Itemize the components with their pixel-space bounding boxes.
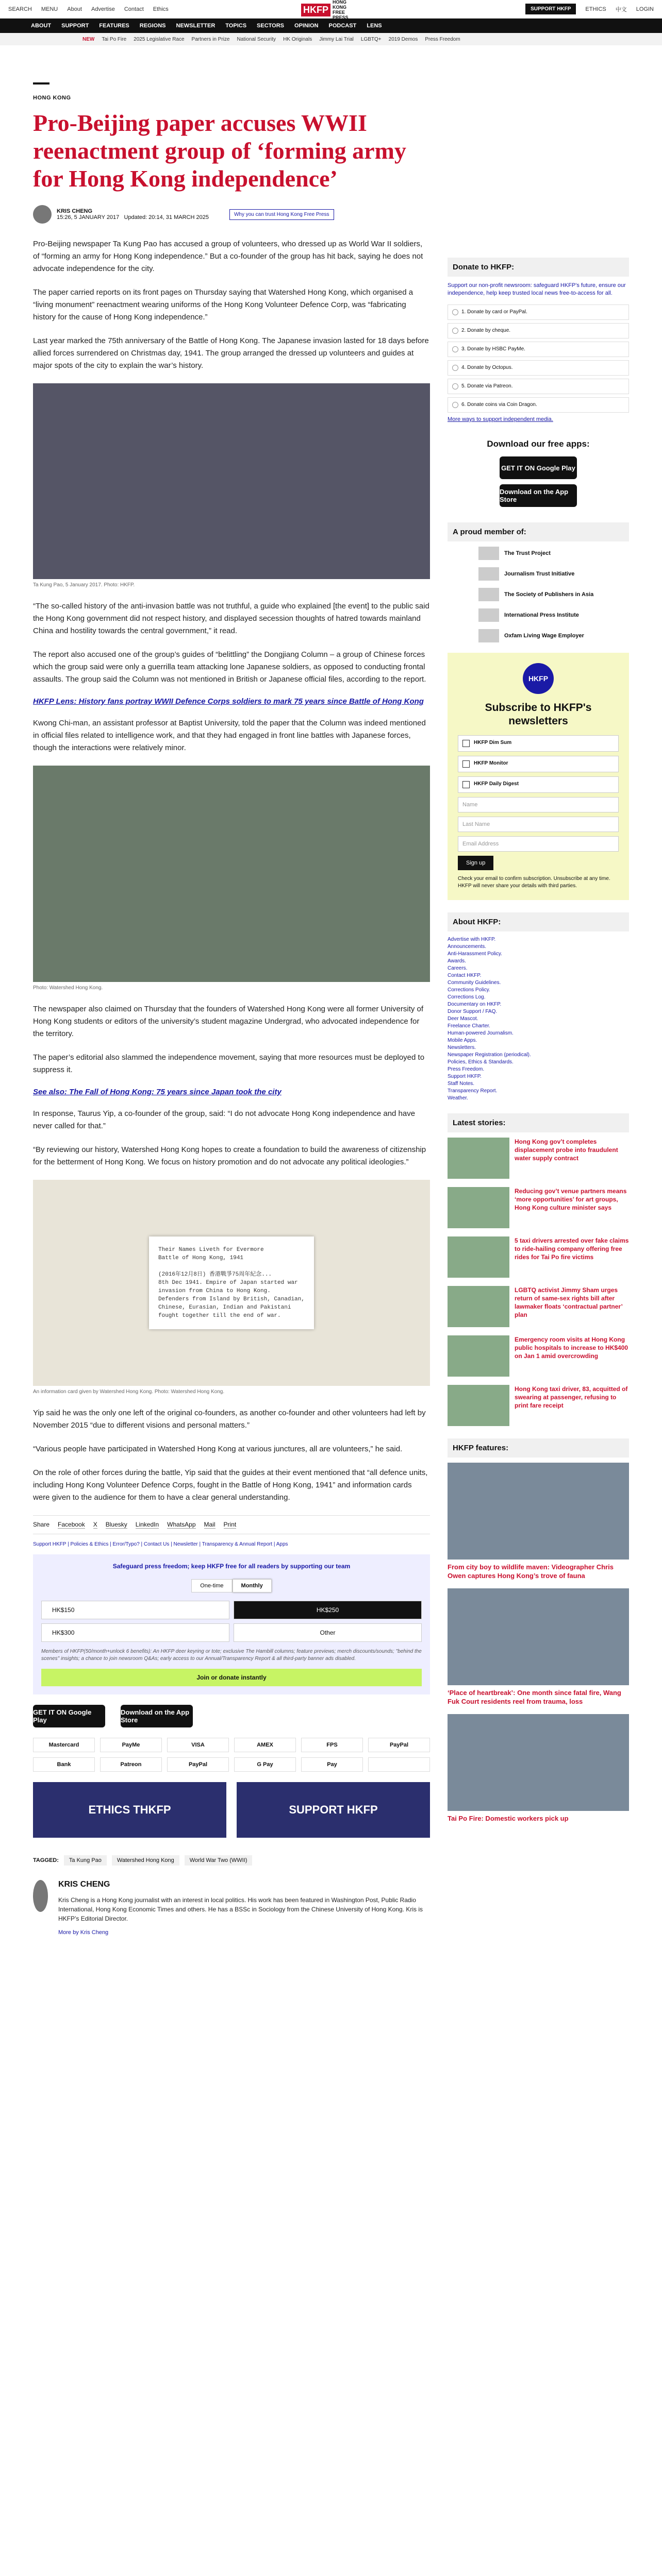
payment-logos: [33, 1738, 430, 1772]
paragraph: “The so-called history of the anti-invasion battle was not truthful, a guide who explained [the event] to the public said the Hong Kong government did not respect history, and displayed secession thoughts of hatred towards mainland China and hostility towards the central government,” it read.: [33, 602, 429, 635]
payment-logo[interactable]: Mastercard: [33, 1738, 95, 1752]
nav-item[interactable]: ABOUT: [31, 23, 52, 29]
about-link[interactable]: Corrections Policy.: [448, 987, 490, 993]
about-link[interactable]: Contact HKFP.: [448, 973, 482, 978]
membership-note: Members of HKFP(50/month+unlock 6 benefits): An HKFP deer keyring or tote; exclusive The Hambill columns; feature previews; merch discounts/sounds; "behind the scenes" insights; a chance to join newsroom Q&As; early access to our Annual/Transparency Report & all third-party banner ads disabled.: [41, 1649, 422, 1662]
article: [33, 82, 430, 1936]
member-logo: [478, 547, 499, 560]
author-avatar: [33, 1880, 48, 1912]
menu-button[interactable]: MENU: [41, 6, 58, 12]
photo-caption: An information card given by Watershed Hong Kong. Photo: Watershed Hong Kong.: [33, 1389, 225, 1395]
newsletter-option: HKFP Daily Digest: [474, 781, 519, 787]
footer-links[interactable]: Support HKFP | Policies & Ethics | Error/Typo? | Contact Us | Newsletter | Transparency & Annual Report | Apps: [33, 1541, 288, 1547]
member-name[interactable]: The Society of Publishers in Asia: [504, 591, 594, 598]
about-link[interactable]: Documentary on HKFP.: [448, 1002, 502, 1007]
feature-item[interactable]: [448, 1588, 629, 1706]
share-whatsapp[interactable]: WhatsApp: [167, 1521, 196, 1528]
latest-heading: Latest stories:: [448, 1113, 629, 1132]
signup-button[interactable]: Sign up: [458, 856, 493, 870]
info-card: Their Names Liveth for Evermore Battle of Hong Kong, 1941 (2016年12月8日) 香港戰爭75周年紀念... 8th Dec 1941. Empire of Japan started war invasion from China to Hong Kong. Defenders from Island by British, Canadian, Chinese, Eurasian, Indian and Pakistani fought together till the end of war.: [149, 1236, 314, 1329]
story-item[interactable]: [448, 1187, 629, 1228]
subnav-item[interactable]: LGBTQ+: [360, 36, 382, 42]
about-heading: About HKFP:: [448, 912, 629, 931]
newsletter-option: HKFP Monitor: [474, 760, 508, 766]
paragraph: In response, Taurus Yip, a co-founder of the group, said: “I do not advocate Hong Kong independence and have never called for that.”: [33, 1109, 416, 1130]
member-name[interactable]: The Trust Project: [504, 550, 551, 556]
subnav-item[interactable]: HK Originals: [283, 36, 312, 42]
share-label: Share: [33, 1521, 50, 1528]
story-thumbnail: [448, 1385, 509, 1426]
about-link[interactable]: Staff Notes.: [448, 1081, 475, 1087]
story-title[interactable]: LGBTQ activist Jimmy Sham urges return of same-sex rights bill after lawmaker floats ‘contractual partner’ plan: [515, 1286, 623, 1318]
info-card-photo: [33, 1180, 430, 1386]
nav-item[interactable]: NEWSLETTER: [176, 23, 216, 29]
about-link[interactable]: Press Freedom.: [448, 1066, 485, 1072]
amount-option[interactable]: HK$150: [41, 1601, 229, 1619]
newsletter-title: Subscribe to HKFP's newsletters: [485, 702, 592, 727]
payment-logo[interactable]: PayPal: [167, 1757, 229, 1772]
see-also-link[interactable]: HKFP Lens: History fans portray WWII Defence Corps soldiers to mark 75 years since Battle of Hong Kong: [33, 697, 424, 706]
about-link[interactable]: Awards.: [448, 958, 466, 964]
member-logo: [478, 588, 499, 601]
story-thumbnail: [448, 1138, 509, 1179]
main-nav: [0, 19, 662, 33]
author-box: [33, 1880, 430, 1936]
about-link[interactable]: Advertise with HKFP.: [448, 937, 496, 942]
share-mail[interactable]: Mail: [204, 1521, 216, 1528]
about-link[interactable]: Deer Mascot.: [448, 1016, 478, 1022]
story-item[interactable]: [448, 1335, 629, 1377]
donate-option[interactable]: 6. Donate coins via Coin Dragon.: [448, 397, 629, 413]
member-name[interactable]: Oxfam Living Wage Employer: [504, 633, 584, 639]
new-label: NEW: [82, 36, 95, 42]
about-link[interactable]: Mobile Apps.: [448, 1038, 477, 1043]
checkbox[interactable]: [462, 740, 470, 747]
language-link[interactable]: 中文: [615, 6, 627, 13]
author-bio: Kris Cheng is a Hong Kong journalist with an interest in local politics. His work has been featured in Washington Post, Public Radio International, Hong Kong Economic Times and others. He has a BSSc in Sociology from the Chinese University of Hong Kong. Kris is HKFP’s Editorial Director.: [58, 1896, 423, 1922]
donate-option[interactable]: 2. Donate by cheque.: [448, 323, 629, 338]
member-logo: [478, 567, 499, 581]
about-link[interactable]: Announcements.: [448, 944, 487, 950]
story-title[interactable]: Emergency room visits at Hong Kong public hospitals to increase to HK$400 on Jan 1 amid overcrowding: [515, 1336, 628, 1360]
ethics-link[interactable]: Ethics: [153, 6, 169, 12]
search-button[interactable]: SEARCH: [8, 6, 32, 12]
support-promo[interactable]: SUPPORT HKFP: [237, 1782, 430, 1838]
member-heading: A proud member of:: [448, 522, 629, 541]
subnav-item[interactable]: National Security: [237, 36, 276, 42]
google-play-badge[interactable]: GET IT ON Google Play: [33, 1705, 105, 1727]
subnav-item[interactable]: Tai Po Fire: [102, 36, 127, 42]
newsletter-option: HKFP Dim Sum: [474, 740, 512, 745]
about-list: [448, 937, 629, 1101]
tag-list: [33, 1855, 430, 1866]
sidebar: [448, 258, 629, 1831]
donate-box: [33, 1554, 430, 1694]
tag[interactable]: Watershed Hong Kong: [112, 1855, 179, 1866]
about-link[interactable]: Newspaper Registration (periodical).: [448, 1052, 531, 1058]
story-title[interactable]: Hong Kong gov’t completes displacement probe into fraudulent water supply contract: [515, 1138, 618, 1162]
logo-mark: HKFP: [301, 4, 330, 16]
publish-date: 15:26, 5 JANUARY 2017: [57, 214, 120, 221]
paragraph: Last year marked the 75th anniversary of the Battle of Hong Kong. The Japanese invasion lasted for 18 days before allied forces surrendered on Christmas day, 1941. The group arranged the dressed up volunteers and guides at major spots of the city to explain the war’s history.: [33, 336, 429, 370]
feature-image: [448, 1588, 629, 1685]
features-heading: HKFP features:: [448, 1438, 629, 1458]
byline: [33, 205, 430, 224]
subnav-item[interactable]: 2019 Demos: [388, 36, 418, 42]
share-x[interactable]: X: [93, 1521, 97, 1528]
member-name[interactable]: Journalism Trust Initiative: [504, 571, 575, 577]
story-thumbnail: [448, 1236, 509, 1278]
donate-heading: Donate to HKFP:: [448, 258, 629, 277]
author-box-name[interactable]: KRIS CHENG: [58, 1880, 110, 1889]
share-linkedin[interactable]: LinkedIn: [135, 1521, 159, 1528]
reenactment-photo: [33, 766, 430, 982]
nav-item[interactable]: PODCAST: [328, 23, 357, 29]
email-field[interactable]: Email Address: [458, 836, 619, 852]
nav-item[interactable]: SUPPORT: [61, 23, 89, 29]
about-link[interactable]: Policies, Ethics & Standards.: [448, 1059, 514, 1065]
newsletter-box: [448, 653, 629, 900]
newspaper-photo: [33, 383, 430, 579]
member-logo: [478, 608, 499, 622]
payment-logo[interactable]: FPS: [301, 1738, 363, 1752]
story-item[interactable]: [448, 1385, 629, 1426]
last-name-field[interactable]: Last Name: [458, 817, 619, 832]
name-field[interactable]: Name: [458, 797, 619, 812]
paragraph: The newspaper also claimed on Thursday that the founders of Watershed Hong Kong were all former University of Hong Kong students or editors of the university’s student magazine Undergrad, who advocated independence for the territory.: [33, 1005, 424, 1038]
subnav-item[interactable]: Jimmy Lai Trial: [319, 36, 354, 42]
paragraph: Pro-Beijing newspaper Ta Kung Pao has accused a group of volunteers, who dressed up as World War II soldiers, of “forming an army for Hong Kong independence.” But a co-founder of the group has hit back, saying he does not advocate independence for the city.: [33, 240, 423, 273]
join-button[interactable]: Join or donate instantly: [41, 1669, 422, 1686]
see-also-link[interactable]: See also: The Fall of Hong Kong: 75 years since Japan took the city: [33, 1088, 282, 1096]
nav-item[interactable]: TOPICS: [225, 23, 247, 29]
member-name[interactable]: International Press Institute: [504, 612, 579, 618]
share-facebook[interactable]: Facebook: [58, 1521, 85, 1528]
story-thumbnail: [448, 1187, 509, 1228]
paragraph: The paper’s editorial also slammed the independence movement, saying that more resources must be deployed to suppress it.: [33, 1053, 425, 1074]
tag[interactable]: World War Two (WWII): [185, 1855, 253, 1866]
login-link[interactable]: LOGIN: [636, 6, 654, 12]
advertise-link[interactable]: Advertise: [91, 6, 115, 12]
paragraph: The paper carried reports on its front pages on Thursday saying that Watershed Hong Kong, which organised a “living monument” reenactment wearing uniforms of the Hong Kong Volunteer Defence Corp, was “fabricating history for the cause of Hong Kong independence.”: [33, 288, 413, 321]
payment-logo[interactable]: Patreon: [100, 1757, 162, 1772]
ethics-button[interactable]: ETHICS: [585, 6, 606, 12]
nav-item[interactable]: REGIONS: [139, 23, 166, 29]
monthly-tab[interactable]: Monthly: [233, 1579, 272, 1592]
story-item[interactable]: [448, 1236, 629, 1278]
about-link[interactable]: Freelance Charter.: [448, 1023, 490, 1029]
about-link[interactable]: Community Guidelines.: [448, 980, 501, 986]
more-ways-link[interactable]: More ways to support independent media.: [448, 416, 553, 422]
photo-caption: Ta Kung Pao, 5 January 2017. Photo: HKFP.: [33, 582, 135, 588]
amount-option[interactable]: HK$300: [41, 1623, 229, 1642]
about-link[interactable]: Newsletters.: [448, 1045, 476, 1050]
updated-date: Updated: 20:14, 31 MARCH 2025: [124, 214, 209, 221]
trust-link[interactable]: Why you can trust Hong Kong Free Press: [229, 209, 334, 220]
story-thumbnail: [448, 1335, 509, 1377]
story-item[interactable]: [448, 1138, 629, 1179]
about-link[interactable]: Weather.: [448, 1095, 468, 1101]
sub-nav: [0, 33, 662, 45]
payment-logo[interactable]: PayPal: [368, 1738, 430, 1752]
story-item[interactable]: [448, 1286, 629, 1327]
article-title: Pro-Beijing paper accuses WWII reenactment group of ‘forming army for Hong Kong independence’: [33, 110, 406, 192]
nav-item[interactable]: LENS: [367, 23, 382, 29]
newsletter-note: Check your email to confirm subscription. Unsubscribe at any time. HKFP will never share your details with third parties.: [458, 876, 610, 889]
about-link[interactable]: Donor Support / FAQ.: [448, 1009, 498, 1014]
donate-option[interactable]: 1. Donate by card or PayPal.: [448, 304, 629, 320]
logo-line2: FREE PRESS: [333, 10, 349, 20]
donate-option[interactable]: 5. Donate via Patreon.: [448, 379, 629, 394]
about-link[interactable]: Anti-Harassment Policy.: [448, 951, 502, 957]
category-label[interactable]: HONG KONG: [33, 95, 71, 101]
payment-logo[interactable]: Pay: [301, 1757, 363, 1772]
feature-item[interactable]: [448, 1714, 629, 1823]
paragraph: Yip said he was the only one left of the original co-founders, as another co-founder and other volunteers had left by November 2015 “due to different visions and personal matters.”: [33, 1409, 426, 1430]
feature-item[interactable]: [448, 1463, 629, 1580]
apps-heading: Download our free apps:: [487, 439, 590, 449]
checkbox[interactable]: [462, 781, 470, 788]
more-by-link[interactable]: More by Kris Cheng: [58, 1929, 109, 1936]
author-name[interactable]: KRIS CHENG: [57, 208, 93, 214]
logo-line1: HONG KONG: [333, 0, 346, 10]
contact-link[interactable]: Contact: [124, 6, 144, 12]
feature-image: [448, 1714, 629, 1811]
member-logo: [478, 629, 499, 642]
paragraph: Kwong Chi-man, an assistant professor at Baptist University, told the paper that the Column was indeed mentioned in official files related to intelligence work, and that they had engaged in front line battles with Japanese forces, though the interactions were relatively minor.: [33, 719, 426, 752]
title-rule: [33, 82, 49, 84]
google-play-badge[interactable]: GET IT ON Google Play: [500, 456, 577, 479]
story-title[interactable]: Reducing gov’t venue partners means ‘more opportunities’ for art groups, Hong Kong culture minister says: [515, 1188, 627, 1211]
photo-caption: Photo: Watershed Hong Kong.: [33, 985, 103, 991]
avatar: [33, 205, 52, 224]
app-store-badge[interactable]: Download on the App Store: [500, 484, 577, 507]
one-time-tab[interactable]: One-time: [191, 1579, 232, 1592]
ethics-promo[interactable]: ETHICS THKFP: [33, 1782, 226, 1838]
donate-option[interactable]: 4. Donate by Octopus.: [448, 360, 629, 376]
payment-logo[interactable]: Bank: [33, 1757, 95, 1772]
story-thumbnail: [448, 1286, 509, 1327]
payment-logo[interactable]: VISA: [167, 1738, 229, 1752]
app-store-badge[interactable]: Download on the App Store: [121, 1705, 193, 1727]
site-logo[interactable]: [301, 1, 361, 19]
subnav-item[interactable]: Press Freedom: [425, 36, 460, 42]
paragraph: The report also accused one of the group’s guides of “belittling” the Dongjiang Column – a group of Chinese forces which the group said were only a guerrilla team attacking lone Japanese soldiers, as opposed to conducting frontal assaults. The group said the Column was not mentioned in British or Japanese official files, according to the report.: [33, 650, 426, 684]
nav-item[interactable]: SECTORS: [257, 23, 285, 29]
nav-item[interactable]: FEATURES: [99, 23, 129, 29]
feature-title[interactable]: ‘Place of heartbreak’: One month since fatal fire, Wang Fuk Court residents reel from trauma, loss: [448, 1689, 621, 1705]
hkfp-badge-icon: HKFP: [523, 663, 554, 694]
story-title[interactable]: Hong Kong taxi driver, 83, acquitted of swearing at passenger, refusing to print fare receipt: [515, 1385, 628, 1409]
subnav-item[interactable]: 2025 Legislative Race: [134, 36, 185, 42]
about-link[interactable]: About: [67, 6, 82, 12]
nav-item[interactable]: OPINION: [294, 23, 319, 29]
about-link[interactable]: Transparency Report.: [448, 1088, 498, 1094]
about-link[interactable]: Support HKFP.: [448, 1074, 482, 1079]
feature-title[interactable]: From city boy to wildlife maven: Videographer Chris Owen captures Hong Kong’s trove of fauna: [448, 1563, 614, 1580]
payment-logo[interactable]: [368, 1757, 430, 1772]
checkbox[interactable]: [462, 760, 470, 768]
donate-title[interactable]: Safeguard press freedom; keep HKFP free for all readers by supporting our team: [112, 1563, 351, 1570]
about-link[interactable]: Corrections Log.: [448, 994, 486, 1000]
tags-label: TAGGED:: [33, 1857, 59, 1863]
feature-image: [448, 1463, 629, 1560]
share-bluesky[interactable]: Bluesky: [105, 1521, 127, 1528]
about-link[interactable]: Careers.: [448, 965, 468, 971]
tag[interactable]: Ta Kung Pao: [64, 1855, 107, 1866]
donate-option[interactable]: 3. Donate by HSBC PayMe.: [448, 342, 629, 357]
paragraph: “By reviewing our history, Watershed Hong Kong hopes to create a foundation to build the awareness of citizenship for the betterment of Hong Kong. We focus on history promotion and do not advocate any political ideologies.”: [33, 1145, 426, 1166]
paragraph: “Various people have participated in Watershed Hong Kong at various junctures, all are volunteers,” he said.: [33, 1445, 403, 1453]
story-title[interactable]: 5 taxi drivers arrested over fake claims to ride-hailing company offering free rides for Tai Po fire victims: [515, 1237, 629, 1261]
paragraph: On the role of other forces during the battle, Yip said that the guides at their event mentioned that “all defence units, including Hong Kong Volunteer Defence Corps, fought in the Battle of Hong Kong, 1941” and information cards were given to the audience for them to have a clear general understanding.: [33, 1468, 428, 1502]
feature-title[interactable]: Tai Po Fire: Domestic workers pick up: [448, 1815, 569, 1822]
payment-logo[interactable]: G Pay: [234, 1757, 296, 1772]
donate-intro[interactable]: Support our non-profit newsroom: safeguard HKFP's future, ensure our independence, help keep trusted local news free-to-access for all.: [448, 282, 626, 296]
payment-logo[interactable]: PayMe: [100, 1738, 162, 1752]
support-button[interactable]: SUPPORT HKFP: [525, 4, 576, 14]
subnav-item[interactable]: Partners in Prize: [191, 36, 230, 42]
share-print[interactable]: Print: [223, 1521, 237, 1528]
about-link[interactable]: Human-powered Journalism.: [448, 1030, 514, 1036]
amount-option[interactable]: Other: [234, 1623, 422, 1642]
amount-option[interactable]: HK$250: [234, 1601, 422, 1619]
payment-logo[interactable]: AMEX: [234, 1738, 296, 1752]
share-bar: [33, 1515, 430, 1534]
